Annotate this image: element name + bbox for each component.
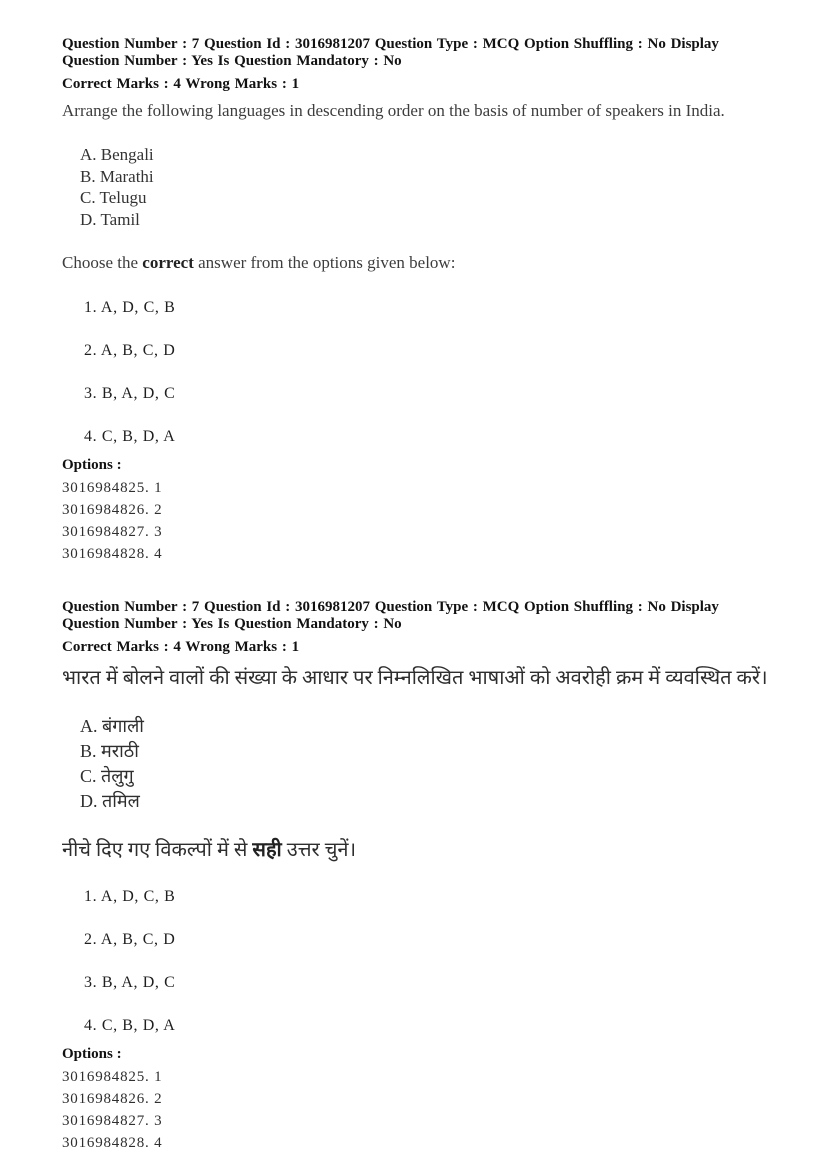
answer-number: 3. — [84, 385, 98, 402]
answer-number: 2. — [84, 931, 98, 948]
question-block-hindi — [62, 599, 768, 1154]
option-value: 2 — [154, 502, 163, 518]
answer-text: A, B, C, D — [100, 931, 176, 948]
item-label: C. — [80, 766, 97, 786]
answer-option — [84, 888, 768, 905]
option-id-row — [62, 477, 768, 499]
answer-option — [84, 1017, 768, 1034]
option-id-row — [62, 1110, 768, 1132]
list-item — [80, 739, 768, 764]
option-id: 3016984826. — [62, 502, 150, 518]
answer-text: C, B, D, A — [101, 428, 176, 445]
list-item — [80, 764, 768, 789]
option-id-row — [62, 521, 768, 543]
option-value: 2 — [154, 1091, 163, 1107]
option-id: 3016984825. — [62, 1069, 150, 1085]
answer-number: 3. — [84, 974, 98, 991]
option-id-row — [62, 1088, 768, 1110]
item-label: D. — [80, 209, 97, 229]
option-id-row — [62, 1066, 768, 1088]
question-block-english — [62, 36, 768, 565]
item-label: A. — [80, 716, 98, 736]
option-id-row — [62, 499, 768, 521]
answer-text: C, B, D, A — [101, 1017, 176, 1034]
choose-bold-word: सही — [252, 839, 282, 861]
item-label: D. — [80, 791, 98, 811]
option-value: 3 — [154, 524, 163, 540]
item-text: Bengali — [100, 145, 154, 164]
option-id: 3016984825. — [62, 480, 150, 496]
option-value: 4 — [154, 1135, 163, 1151]
answer-option — [84, 342, 768, 359]
answer-text: B, A, D, C — [101, 385, 176, 402]
option-id: 3016984828. — [62, 1135, 150, 1151]
answer-option — [84, 931, 768, 948]
choose-suffix: उत्तर चुनें। — [281, 839, 357, 861]
answer-text: A, D, C, B — [100, 888, 176, 905]
choose-prefix: Choose the — [62, 253, 143, 272]
answer-number: 4. — [84, 428, 98, 445]
item-label: B. — [80, 741, 97, 761]
answer-option — [84, 974, 768, 991]
list-item — [80, 789, 768, 814]
marks-line: Correct Marks : 4 Wrong Marks : 1 — [62, 76, 300, 92]
option-value: 1 — [154, 480, 163, 496]
choose-prefix: नीचे दिए गए विकल्पों में से — [62, 839, 253, 861]
choose-bold-word: correct — [142, 253, 194, 272]
answer-option — [84, 385, 768, 402]
question-text: भारत में बोलने वालों की संख्या के आधार पर निम्नलिखित भाषाओं को अवरोही क्रम में व्यवस्थित करें। — [62, 667, 768, 689]
item-text: Marathi — [99, 166, 154, 186]
answer-number: 2. — [84, 342, 98, 359]
option-id: 3016984827. — [62, 1113, 150, 1129]
answer-options — [84, 888, 768, 1034]
option-id: 3016984828. — [62, 546, 150, 562]
item-text: बंगाली — [102, 716, 144, 736]
item-text: तेलुगु — [101, 766, 134, 786]
item-label: A. — [80, 145, 97, 164]
marks-line: Correct Marks : 4 Wrong Marks : 1 — [62, 639, 300, 655]
item-label: C. — [80, 188, 96, 207]
choose-suffix: answer from the options given below: — [193, 253, 456, 272]
choose-instruction — [62, 835, 768, 862]
item-text: मराठी — [101, 741, 139, 761]
item-text: Telugu — [99, 188, 147, 207]
option-value: 1 — [154, 1069, 163, 1085]
option-id-list — [62, 477, 768, 565]
option-id-row — [62, 543, 768, 565]
answer-option — [84, 299, 768, 316]
answer-option — [84, 428, 768, 445]
language-list — [80, 144, 768, 230]
answer-number: 4. — [84, 1017, 98, 1034]
answer-text: A, B, C, D — [100, 342, 176, 359]
question-text: Arrange the following languages in descending order on the basis of number of speakers in India. — [62, 101, 725, 120]
option-value: 4 — [154, 546, 163, 562]
item-text: Tamil — [100, 209, 140, 229]
option-id: 3016984827. — [62, 524, 150, 540]
item-text: तमिल — [102, 791, 140, 811]
question-meta-line: Question Number : 7 Question Id : 3016981207 Question Type : MCQ Option Shuffling : No Display Question Number : Yes Is Question Mandatory : No — [62, 36, 719, 69]
answer-text: A, D, C, B — [100, 299, 176, 316]
options-label: Options : — [62, 457, 122, 473]
answer-options — [84, 299, 768, 445]
answer-number: 1. — [84, 299, 98, 316]
option-value: 3 — [154, 1113, 163, 1129]
list-item — [80, 209, 768, 231]
list-item — [80, 166, 768, 188]
language-list — [80, 714, 768, 814]
list-item — [80, 144, 768, 166]
item-label: B. — [80, 166, 96, 186]
question-meta-line: Question Number : 7 Question Id : 3016981207 Question Type : MCQ Option Shuffling : No Display Question Number : Yes Is Question Mandatory : No — [62, 599, 719, 632]
choose-instruction — [62, 253, 768, 273]
options-label: Options : — [62, 1046, 122, 1062]
list-item — [80, 187, 768, 209]
option-id-row — [62, 1132, 768, 1154]
option-id-list — [62, 1066, 768, 1154]
list-item — [80, 714, 768, 739]
option-id: 3016984826. — [62, 1091, 150, 1107]
answer-text: B, A, D, C — [101, 974, 176, 991]
answer-number: 1. — [84, 888, 98, 905]
